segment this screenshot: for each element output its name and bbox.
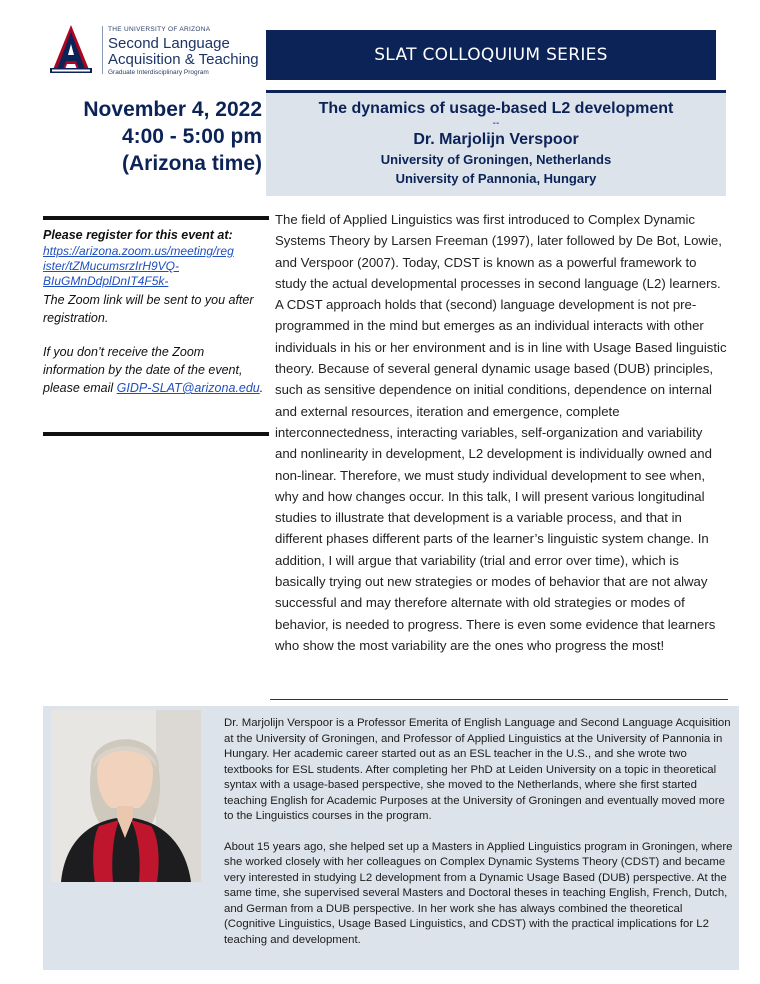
arizona-a-logo-icon — [50, 24, 92, 74]
logo-university-text: THE UNIVERSITY OF ARIZONA — [108, 26, 211, 33]
logo-name-line2: Acquisition & Teaching — [108, 51, 259, 68]
series-banner: SLAT COLLOQUIUM SERIES — [266, 30, 716, 80]
registration-link-line2: ister/tZMucumsrzIrH9VQ- — [43, 259, 180, 273]
registration-heading: Please register for this event at: — [43, 228, 233, 242]
event-time: 4:00 - 5:00 pm — [121, 125, 262, 148]
spacer — [43, 327, 269, 343]
registration-box — [43, 216, 269, 436]
talk-title-block — [266, 90, 726, 196]
speaker-bio-box — [43, 706, 739, 970]
speaker-photo — [51, 710, 201, 882]
logo-divider — [102, 26, 103, 74]
email-suffix: . — [259, 381, 264, 395]
contact-email-link[interactable]: GIDP-SLAT@arizona.edu — [116, 381, 260, 395]
speaker-name: Dr. Marjolijn Verspoor — [413, 131, 579, 148]
speaker-affiliation-1: University of Groningen, Netherlands — [380, 152, 612, 167]
registration-link-line1: https://arizona.zoom.us/meeting/reg — [43, 244, 234, 258]
event-date: November 4, 2022 — [83, 98, 262, 121]
registration-link[interactable] — [43, 244, 269, 289]
event-datetime — [40, 96, 262, 177]
logo-subtitle: Graduate Interdisciplinary Program — [108, 69, 209, 76]
speaker-affiliation-2: University of Pannonia, Hungary — [395, 171, 597, 186]
registration-link-line3: BIuGMnDdplDnIT4F5k- — [43, 274, 169, 288]
speaker-portrait-icon — [51, 710, 201, 882]
bio-paragraph-2: About 15 years ago, she helped set up a Masters in Applied Linguistics program in Groningen, where she worked closely with her colleagues on Complex Dynamic Systems Theory (CDST) and became very interested in studying L2 development from a Dynamic Usage Based (DUB) perspective. At the same time, she supervised several Masters and Doctoral theses in teaching English, French, Dutch, and German from a DUB perspective. In her work she has always combined the theoretical (Cognitive Linguistics, Usage Based Linguistics, and CDST) with the practical implications for L2 teaching and development. — [224, 840, 733, 946]
bio-paragraph-1: Dr. Marjolijn Verspoor is a Professor Emerita of English Language and Second Language Acquisition at the University of Groningen, and Professor of Applied Linguistics at the University of Pannonia in Hungary. Her academic career started out as an ESL teacher in the U.S., and she wrote two textbooks for ESL students. After completing her PhD at Leiden University on a topic in theoretical syntax with a usage-based perspective, she moved to the Netherlands, where she first started teaching English for Academic Purposes at the University of Groningen and eventually moved more to the Linguistics courses in the program. — [224, 717, 731, 822]
email-note — [43, 343, 269, 397]
zoom-note: The Zoom link will be sent to you after registration. — [43, 293, 254, 325]
talk-abstract: The field of Applied Linguistics was first introduced to Complex Dynamic Systems Theory by Larsen Freeman (1997), later followed by De Bot, Lowie, and Verspoor (2007). Today, CDST is known as a powerful framework to study the actual developmental processes in second language (L2) learners. A CDST approach holds that (second) language development is not pre-programmed in the mind but emerges as an individual interacts with other individuals in his or her environment and is in line with Usage Based linguistic theory. Because of several general dynamic usage based (DUB) principles, such as sensitive dependence on initial conditions, dependence on internal and external resources, iteration and emergence, complete interconnectedness, interacting variables, self-organization and variability and nonlinearity in development, L2 development is individually owned and non-linear. Therefore, we must study individual development to see when, why and how changes occur. In this talk, I will present various longitudinal studies to illustrate that development is a variable process, and that in different phases different parts of the learner’s linguistic system change. In addition, I will argue that variability (trial and error over time), which is basically trying out new strategies or modes of behavior that are not alway successful and may therefore alternate with old strategies or modes of behavior, is needed to progress. There is even some evidence that learners who show the most variability are the ones who progress the most! — [275, 212, 727, 653]
speaker-bio — [224, 716, 734, 948]
university-logo — [50, 22, 280, 82]
title-separator: -- — [492, 118, 500, 129]
email-note-text: If you don’t receive the Zoom information by the date of the event, please email — [43, 345, 243, 395]
talk-title: The dynamics of usage-based L2 development — [318, 100, 674, 117]
logo-name-line1: Second Language — [108, 35, 230, 52]
abstract-divider — [270, 699, 728, 700]
logo-program-name — [108, 36, 259, 68]
event-timezone: (Arizona time) — [121, 152, 262, 175]
